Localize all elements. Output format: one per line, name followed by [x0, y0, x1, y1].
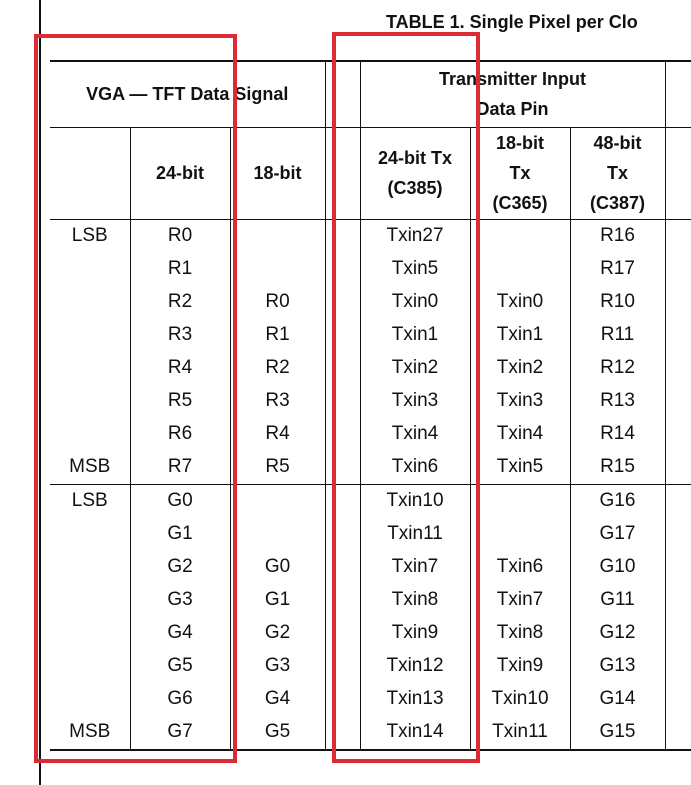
tx18-cell: Txin4	[470, 418, 570, 451]
tx18-cell	[470, 518, 570, 551]
narrow-cell	[333, 551, 360, 584]
table-row	[50, 451, 691, 485]
tx24-cell: Txin12	[360, 650, 470, 683]
spacer-cell	[325, 650, 333, 683]
bit24-cell: R6	[130, 418, 230, 451]
signal-cell	[50, 518, 130, 551]
table-row	[50, 352, 691, 385]
bit18-cell: G0	[230, 551, 325, 584]
tx48-header-line2: Tx	[606, 163, 628, 183]
table-row	[50, 484, 691, 518]
spacer-cell	[325, 219, 333, 253]
trailing-cell	[665, 451, 691, 485]
tx48-cell: R13	[570, 385, 665, 418]
trailing-cell	[665, 286, 691, 319]
bit18-cell: R0	[230, 286, 325, 319]
tx48-cell: G17	[570, 518, 665, 551]
bit18-cell	[230, 484, 325, 518]
tx48-cell: R10	[570, 286, 665, 319]
narrow-cell	[333, 385, 360, 418]
table-row	[50, 319, 691, 352]
table-body	[50, 219, 691, 750]
tx24-cell: Txin6	[360, 451, 470, 485]
trailing-cell	[665, 484, 691, 518]
signal-cell: LSB	[71, 225, 108, 246]
bit24-cell: G4	[130, 617, 230, 650]
signal-cell	[50, 418, 130, 451]
trailing-cell	[665, 683, 691, 716]
spacer-cell	[325, 683, 333, 716]
signal-cell: LSB	[50, 484, 130, 518]
bit24-cell: G6	[130, 683, 230, 716]
spacer-cell	[325, 451, 333, 485]
narrow-cell	[333, 584, 360, 617]
bit18-cell: R4	[230, 418, 325, 451]
trailing-cell	[665, 617, 691, 650]
narrow-cell	[333, 253, 360, 286]
spacer-cell	[325, 518, 333, 551]
table-title: TABLE 1. Single Pixel per Clo	[386, 12, 638, 32]
spacer-cell	[325, 253, 333, 286]
narrow-cell	[333, 484, 360, 518]
table-row	[50, 286, 691, 319]
bit24-cell: R2	[130, 286, 230, 319]
tx48-cell: G14	[570, 683, 665, 716]
tx24-cell: Txin4	[360, 418, 470, 451]
narrow-subheader	[333, 127, 360, 219]
transmitter-group-header	[360, 61, 665, 127]
trailing-cell	[665, 650, 691, 683]
bit18-cell	[230, 219, 325, 253]
bit24-cell: R4	[130, 352, 230, 385]
tx24-header-line2: (C385)	[387, 178, 443, 198]
tx24-cell: Txin7	[360, 551, 470, 584]
pixel-mapping-table	[50, 60, 691, 751]
tx48-cell: R17	[570, 253, 665, 286]
signal-cell	[50, 617, 130, 650]
narrow-cell	[333, 319, 360, 352]
spacer-cell	[325, 484, 333, 518]
tx24-cell: Txin27	[360, 219, 470, 253]
bit18-cell: G3	[230, 650, 325, 683]
signal-cell	[50, 319, 130, 352]
spacer-cell	[325, 551, 333, 584]
bit18-cell: R3	[230, 385, 325, 418]
tx18-cell: Txin9	[470, 650, 570, 683]
tx48-cell: R16	[570, 219, 665, 253]
tx18-cell	[470, 219, 570, 253]
trailing-cell	[665, 584, 691, 617]
tx48-cell: G10	[570, 551, 665, 584]
bit24-cell: R3	[130, 319, 230, 352]
tx24-cell: Txin1	[360, 319, 470, 352]
signal-cell	[50, 683, 130, 716]
tx18-header-line2: Tx	[509, 163, 531, 183]
signal-subheader	[50, 127, 130, 219]
signal-cell	[50, 584, 130, 617]
spacer-cell	[325, 418, 333, 451]
tx18-cell: Txin7	[470, 584, 570, 617]
bit24-cell: R1	[130, 253, 230, 286]
narrow-cell	[333, 451, 360, 485]
trailing-cell	[665, 418, 691, 451]
signal-cell	[50, 253, 130, 286]
trailing-cell	[665, 253, 691, 286]
table-row	[50, 219, 691, 253]
tx18-cell: Txin5	[470, 451, 570, 485]
tx18-header-line1: 18-bit	[495, 133, 544, 153]
tx18-header-line3: (C365)	[492, 193, 548, 213]
table-row	[50, 253, 691, 286]
narrow-cell	[333, 518, 360, 551]
tx48-header-line1: 48-bit	[593, 133, 642, 153]
table-row	[50, 683, 691, 716]
trailing-header	[665, 61, 691, 127]
tx48-cell: G12	[570, 617, 665, 650]
signal-cell	[50, 551, 130, 584]
signal-cell: MSB	[50, 716, 130, 750]
tx24-cell: Txin11	[360, 518, 470, 551]
tx24-cell: Txin9	[360, 617, 470, 650]
tx48-cell: G15	[570, 716, 665, 750]
tx18-cell: Txin10	[470, 683, 570, 716]
narrow-cell	[333, 617, 360, 650]
trailing-cell	[665, 716, 691, 750]
tx18-cell: Txin1	[470, 319, 570, 352]
bit18-cell: R5	[230, 451, 325, 485]
trailing-cell	[665, 551, 691, 584]
tx24-cell: Txin2	[360, 352, 470, 385]
bit18-cell: G5	[230, 716, 325, 750]
narrow-cell	[333, 418, 360, 451]
signal-cell	[50, 352, 130, 385]
trailing-cell	[665, 518, 691, 551]
tx18-cell: Txin8	[470, 617, 570, 650]
trailing-cell	[665, 319, 691, 352]
tx24-cell: Txin8	[360, 584, 470, 617]
tx48-header	[570, 127, 665, 219]
trailing-cell	[665, 352, 691, 385]
bit24-cell: G3	[130, 584, 230, 617]
spacer-cell	[325, 584, 333, 617]
trailing-cell	[665, 385, 691, 418]
bit24-cell: R7	[130, 451, 230, 485]
bit18-cell: G1	[230, 584, 325, 617]
signal-cell	[50, 286, 130, 319]
col-24bit-header: 24-bit	[130, 127, 230, 219]
table-row	[50, 518, 691, 551]
narrow-cell	[333, 650, 360, 683]
spacer-cell	[325, 385, 333, 418]
tx18-cell: Txin11	[470, 716, 570, 750]
signal-cell	[50, 385, 130, 418]
bit24-cell: R0	[130, 219, 230, 253]
tx48-cell: G13	[570, 650, 665, 683]
table-row	[50, 650, 691, 683]
tx24-cell: Txin14	[360, 716, 470, 750]
vga-group-header: VGA — TFT Data Signal	[50, 61, 325, 127]
tx48-cell: R14	[570, 418, 665, 451]
bit18-cell: G2	[230, 617, 325, 650]
bit24-cell: G5	[130, 650, 230, 683]
transmitter-group-line1: Transmitter Input	[438, 69, 586, 90]
tx18-header	[470, 127, 570, 219]
spacer-cell	[325, 617, 333, 650]
tx18-cell	[470, 484, 570, 518]
spacer-header	[325, 61, 333, 127]
spacer-subheader	[325, 127, 333, 219]
trailing-cell	[665, 219, 691, 253]
table-row	[50, 584, 691, 617]
tx24-header	[360, 127, 470, 219]
narrow-cell	[333, 352, 360, 385]
bit18-cell: R1	[230, 319, 325, 352]
spacer-cell	[325, 286, 333, 319]
tx24-header-line1: 24-bit Tx	[377, 148, 452, 168]
table-row	[50, 418, 691, 451]
tx18-cell: Txin0	[470, 286, 570, 319]
bit24-cell: G2	[130, 551, 230, 584]
bit24-cell: G0	[130, 484, 230, 518]
signal-cell	[50, 650, 130, 683]
narrow-cell	[333, 219, 360, 253]
tx18-cell: Txin6	[470, 551, 570, 584]
tx48-cell: G16	[570, 484, 665, 518]
tx18-cell: Txin3	[470, 385, 570, 418]
tx24-cell: Txin3	[360, 385, 470, 418]
tx48-cell: R12	[570, 352, 665, 385]
tx24-cell: Txin5	[360, 253, 470, 286]
tx48-cell: R15	[570, 451, 665, 485]
bit18-cell	[230, 518, 325, 551]
narrow-header	[333, 61, 360, 127]
tx24-cell: Txin0	[360, 286, 470, 319]
tx18-cell: Txin2	[470, 352, 570, 385]
narrow-cell	[333, 286, 360, 319]
bit18-cell: G4	[230, 683, 325, 716]
trailing-subheader	[665, 127, 691, 219]
spacer-cell	[325, 716, 333, 750]
narrow-cell	[333, 716, 360, 750]
tx24-cell: Txin10	[360, 484, 470, 518]
col-18bit-header: 18-bit	[230, 127, 325, 219]
table-row	[50, 716, 691, 750]
bit18-cell: R2	[230, 352, 325, 385]
table-row	[50, 617, 691, 650]
table-row	[50, 385, 691, 418]
tx48-header-line3: (C387)	[589, 193, 646, 213]
tx48-cell: R11	[570, 319, 665, 352]
spacer-cell	[325, 352, 333, 385]
narrow-cell	[333, 683, 360, 716]
bit18-cell	[230, 253, 325, 286]
signal-cell: MSB	[69, 456, 111, 477]
table-row	[50, 551, 691, 584]
page-left-rule	[39, 0, 41, 785]
bit24-cell: G1	[130, 518, 230, 551]
transmitter-group-line2: Data Pin	[476, 99, 549, 120]
tx24-cell: Txin13	[360, 683, 470, 716]
tx48-cell: G11	[570, 584, 665, 617]
spacer-cell	[325, 319, 333, 352]
tx18-cell	[470, 253, 570, 286]
bit24-cell: G7	[130, 716, 230, 750]
bit24-cell: R5	[130, 385, 230, 418]
